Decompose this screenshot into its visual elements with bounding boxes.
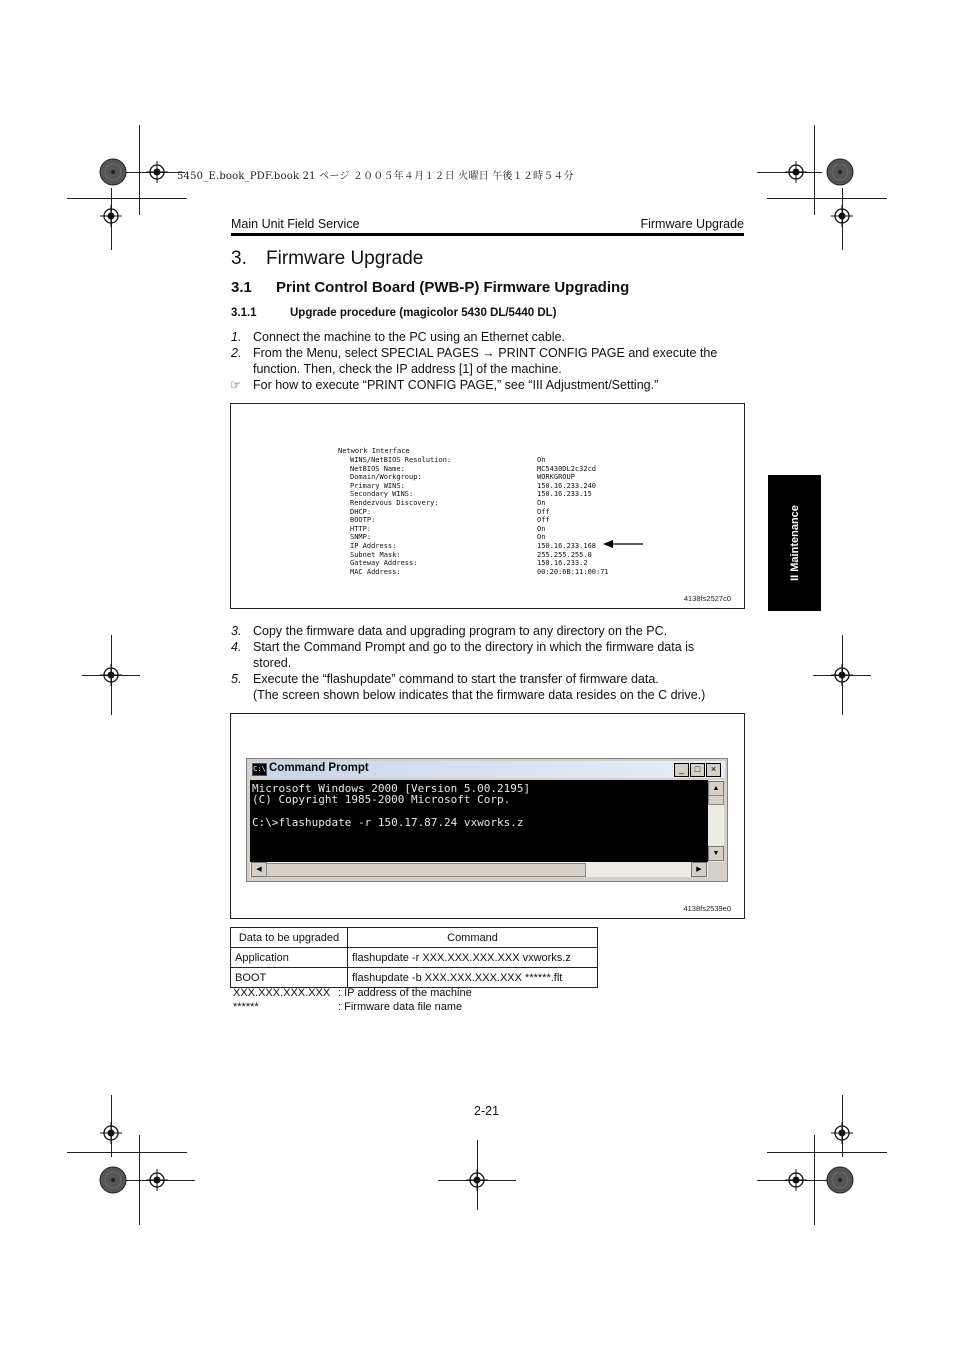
net-config-label: Secondary WINS: [350,490,414,499]
net-config-value: On [537,533,546,542]
net-config-label: Rendezvous Discovery: [350,499,439,507]
legend-desc: : IP address of the machine [338,987,472,999]
net-config-value: On [537,456,546,464]
net-config-label: HTTP: [350,524,372,533]
scroll-down-icon[interactable]: ▼ [708,846,724,861]
subsubsection-number: 3.1.1 [231,307,257,319]
step-text-continued: stored. [253,656,292,670]
subsubsection-title: Upgrade procedure (magicolor 5430 DL/5440 DL) [290,307,557,319]
step-text: Start the Command Prompt and go to the directory in which the firmware data is [253,640,695,654]
net-config-value: 150.16.233.2 [537,559,588,568]
step-text: Execute the “flashupdate” command to start the transfer of firmware data. [253,672,659,686]
page-number: 2-21 [474,1104,500,1118]
close-button[interactable]: × [706,763,721,777]
table-row [231,968,598,988]
step-number: 5. [231,672,242,686]
column-header: Data to be upgraded [231,928,348,948]
header-right: Firmware Upgrade [640,217,744,231]
net-config-label: MAC Address: [350,567,401,576]
net-config-value: Off [537,516,550,525]
legend-key: XXX.XXX.XXX.XXX [233,987,331,999]
scroll-right-icon[interactable]: ▶ [691,862,707,877]
figure-code: 4138fs2539e0 [683,904,731,913]
command-table [230,927,598,988]
net-config-label: WINS/NetBIOS Resolution: [350,456,452,464]
legend-desc: : Firmware data file name [338,1001,463,1013]
table-cell: BOOT [231,968,348,988]
step-text: Connect the machine to the PC using an Ethernet cable. [253,330,565,344]
console-output[interactable] [250,780,708,862]
scroll-thumb[interactable] [266,863,586,877]
print-info: 5450_E.book_PDF.book 21 ページ ２００５年４月１２日 火曜日 午後１２時５４分 [177,171,574,182]
net-config-value: 00:20:6B:11:00:71 [537,567,609,576]
net-config-value: Off [537,507,550,516]
step-number: 1. [231,330,242,344]
net-config-label: Primary WINS: [350,481,405,490]
step-number: 3. [231,624,242,638]
section-number: 3. [231,248,247,269]
side-tab-label: II Maintenance [788,505,801,581]
net-config-value: 150.16.233.15 [537,490,592,499]
table-cell: flashupdate -b XXX.XXX.XXX.XXX ******.flt [348,968,598,988]
subsection-number: 3.1 [231,279,252,296]
table-cell: flashupdate -r XXX.XXX.XXX.XXX vxworks.z [348,948,598,968]
window-titlebar[interactable] [249,761,725,778]
figure-command-prompt [230,713,745,919]
console-line: (C) Copyright 1985-2000 Microsoft Corp. [252,793,511,806]
figure-code: 4138fs2527c0 [683,594,731,603]
vertical-scrollbar[interactable] [708,780,724,862]
legend-key: ****** [233,1001,259,1013]
header-left: Main Unit Field Service [231,217,360,231]
table-cell: Application [231,948,348,968]
step-number: 2. [231,346,242,360]
net-heading: Network Interface [338,447,410,455]
figure-network-config [230,403,745,609]
net-config-label: Domain/Workgroup: [350,473,422,482]
console-line: Microsoft Windows 2000 [Version 5.00.2195] [252,782,531,795]
step-text: From the Menu, select SPECIAL PAGES → PRINT CONFIG PAGE and execute the [253,346,718,360]
net-config-label: DHCP: [350,507,372,516]
step-text-continued: (The screen shown below indicates that the firmware data resides on the C drive.) [253,688,706,702]
arrow-icon [603,537,645,551]
console-line: C:\>flashupdate -r 150.17.87.24 vxworks.z [252,816,524,829]
net-config-value: 150.16.233.168 [537,542,597,550]
minimize-button[interactable]: _ [674,763,689,777]
net-config-label: BOOTP: [350,516,376,525]
horizontal-scrollbar[interactable] [250,862,708,877]
note-hand-icon: ☞ [230,378,242,392]
step-text-continued: function. Then, check the IP address [1] of the machine. [253,362,562,376]
command-prompt-window [246,758,728,882]
header-rule [231,233,744,236]
table-header-row [231,928,598,948]
net-config-label: Gateway Address: [350,559,418,568]
net-config-value: 150.16.233.240 [537,481,597,490]
window-title: Command Prompt [269,762,369,774]
column-header: Command [348,928,598,948]
section-title: Firmware Upgrade [266,248,424,269]
chapter-side-tab [768,475,821,611]
step-text: Copy the firmware data and upgrading program to any directory on the PC. [253,624,668,638]
console-icon: C:\ [252,763,267,776]
scroll-up-icon[interactable]: ▲ [708,781,724,796]
step-number: 4. [231,640,242,654]
net-config-label: SNMP: [350,533,372,542]
net-config-value: On [537,524,546,533]
net-config-value: WORKGROUP [537,473,575,482]
scroll-left-icon[interactable]: ◀ [251,862,267,877]
scroll-thumb[interactable] [708,795,724,805]
net-config-value: On [537,499,546,507]
note-text: For how to execute “PRINT CONFIG PAGE,” see “III Adjustment/Setting.” [253,378,659,392]
net-config-value: MC5430DL2c32cd [537,464,597,473]
net-config-label: NetBIOS Name: [350,464,405,473]
subsection-title: Print Control Board (PWB-P) Firmware Upgrading [276,279,630,296]
table-row [231,948,598,968]
maximize-button[interactable]: □ [690,763,705,777]
net-config-label: Subnet Mask: [350,550,401,559]
net-config-label: IP Address: [350,542,397,550]
net-config-value: 255.255.255.0 [537,550,592,559]
